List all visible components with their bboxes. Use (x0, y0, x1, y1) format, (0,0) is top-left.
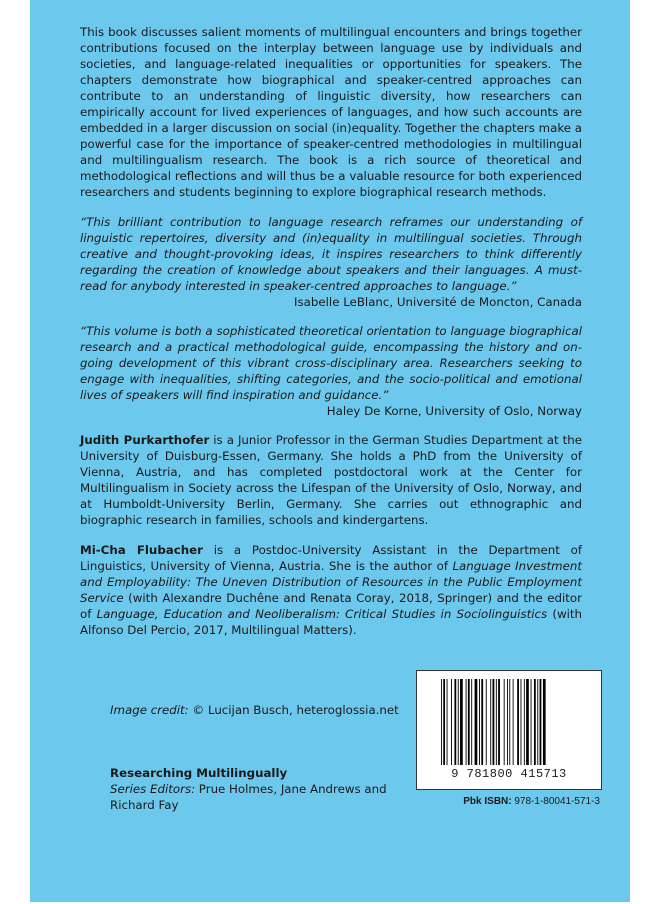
author-bio-purkarthofer (80, 432, 582, 528)
barcode-bar (493, 679, 495, 765)
series-editors-names: Prue Holmes, Jane Andrews and Richard Fay (110, 782, 387, 812)
barcode-bar (498, 679, 500, 765)
endorsement-attribution-1: Isabelle LeBlanc, Université de Moncton, Canada (294, 295, 582, 309)
author-bio-text: (with Alexandre Duchêne and Renata Coray, 2018, Springer) and the editor of (80, 591, 582, 621)
barcode-bar (534, 679, 536, 765)
isbn-label: Pbk ISBN: (463, 796, 512, 807)
barcode-digits: 9 781800 415713 (451, 767, 567, 781)
book-title: Language Investment and Employability: The Uneven Distribution of Resources in the Public Employment Service (80, 559, 582, 605)
endorsement-attribution-2: Haley De Korne, University of Oslo, Norway (326, 404, 582, 418)
barcode-bar (521, 679, 522, 765)
barcode-bar (524, 679, 525, 765)
barcode-bar (531, 679, 532, 765)
author-bio-text: is a Junior Professor in the German Studies Department at the University of Duisburg-Essen, Germany. She holds a PhD from the University of Vienna, Austria, and has completed postdoctoral work at the Center for Multilingualism in Society across the Lifespan of the University of Oslo, Norway, and at Humboldt-University Berlin, Germany. She carries out ethnographic and biographic research in families, schools and kindergartens. (80, 433, 582, 527)
cover-text (80, 24, 582, 652)
barcode-bar (443, 679, 445, 765)
image-credit (110, 703, 399, 717)
isbn-value: 978-1-80041-571-3 (511, 796, 600, 807)
barcode-bar (496, 679, 497, 765)
series-editors (110, 781, 430, 813)
barcode-bar (486, 679, 487, 765)
series-title: Researching Multilingually (110, 766, 288, 780)
barcode-bar (490, 679, 491, 765)
book-title: Language, Education and Neoliberalism: Critical Studies in Sociolinguistics (96, 607, 548, 621)
author-name: Mi-Cha Flubacher (80, 543, 203, 557)
barcode-bar (454, 679, 456, 765)
barcode-bar (475, 679, 478, 765)
barcode-bar (466, 679, 467, 765)
barcode-bar (451, 679, 452, 765)
isbn-number (416, 796, 600, 807)
barcode-bar (479, 679, 480, 765)
author-bio-flubacher (80, 542, 582, 638)
barcode-bar (504, 679, 505, 765)
barcode-bar (471, 679, 472, 765)
image-credit-label: Image credit: (110, 703, 189, 717)
back-cover (30, 0, 630, 902)
endorsement-quote-1: “This brilliant contribution to language research reframes our understanding of linguistic repertoires, diversity and (in)equality in multilingual societies. Through creative and thought-provoking ideas, it inspires researchers to think differently regarding the creation of knowledge about speakers and their languages. A must-read for anybody interested in speaker-centred approaches to language.” (80, 215, 582, 293)
barcode-bar (543, 679, 546, 765)
author-bio-text: (with Alfonso Del Percio, 2017, Multilingual Matters). (80, 607, 582, 637)
barcode-bar (468, 679, 470, 765)
barcode-bar (481, 679, 483, 765)
author-name: Judith Purkarthofer (80, 433, 210, 447)
barcode-bar (537, 679, 538, 765)
barcode-bar (458, 679, 459, 765)
book-blurb: This book discusses salient moments of multilingual encounters and brings together contributions focused on the interplay between language use by individuals and societies, and language-related inequalities or opportunities for speakers. The chapters demonstrate how biographical and speaker-centred approaches can contribute to an understanding of linguistic diversity, how researchers can empirically account for lived experiences of languages, and how such accounts are embedded in a larger discussion on social (in)equality. Together the chapters make a powerful case for the importance of speaker-centred methodologies in multilingual and multilingualism research. The book is a rich source of theoretical and methodological reflections and will thus be a valuable resource for both experienced researchers and students beginning to explore biographical research methods. (80, 25, 582, 199)
isbn-barcode (416, 670, 602, 790)
endorsement-quote-2: “This volume is both a sophisticated theoretical orientation to language biographical research and a practical methodological guide, encompassing the history and on-going development of this vibrant cross-disciplinary area. Researchers seeking to engage with inequalities, shifting categories, and the socio-political and emotional lives of speakers will find inspiration and guidance.” (80, 324, 582, 402)
barcode-bar (460, 679, 463, 765)
barcode-bar (441, 679, 442, 765)
barcode-bar (526, 679, 529, 765)
barcode-bars (441, 679, 581, 765)
image-credit-value: © Lucijan Busch, heteroglossia.net (188, 703, 399, 717)
series-editors-label: Series Editors: (110, 782, 196, 796)
barcode-bar (517, 679, 519, 765)
barcode-bar (509, 679, 510, 765)
series-info (110, 765, 430, 813)
author-bio-text: is a Postdoc-University Assistant in the Department of Linguistics, University of Vienna, Austria. She is the author of (80, 543, 582, 573)
barcode-bar (447, 679, 448, 765)
barcode-bar (507, 679, 508, 765)
barcode-bar (540, 679, 542, 765)
barcode-bar (513, 679, 514, 765)
